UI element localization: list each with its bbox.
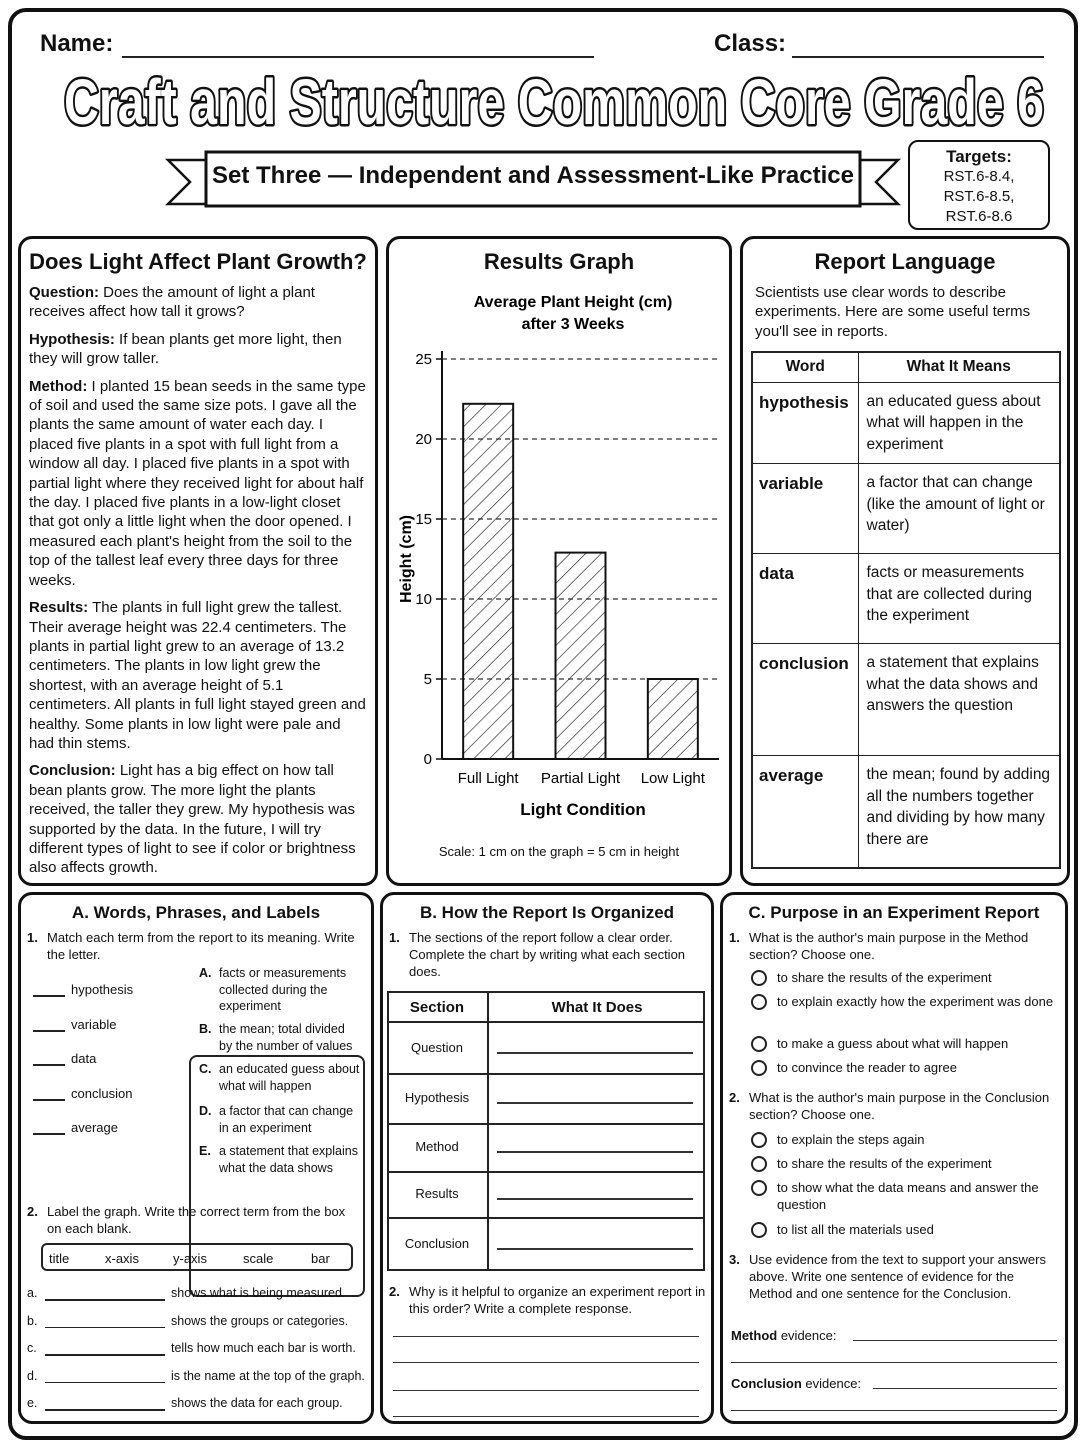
response-line-1[interactable] xyxy=(393,1323,699,1337)
organize-answer-line[interactable] xyxy=(497,1248,693,1250)
term-word: conclusion xyxy=(752,644,858,756)
blank-description: is the name at the top of the graph. xyxy=(171,1368,365,1383)
part-c-q2: 2. What is the author's main purpose in the Conclusion section? Choose one. xyxy=(729,1090,1050,1122)
organize-section-name: Results xyxy=(415,1186,459,1201)
target-2: RST.6-8.5, xyxy=(943,188,1015,205)
report-method: Method: I planted 15 bean seeds in the same type of soil and used the same size pots. I gave all the plants the same amount of water each day. I placed five plants in a spot with full light from a window all day. I placed five plants in a spot with partial light where they received light for about half the day. I placed five plants in a low-light closet that got only a little light when the door opened. I measured each plant's height from the soil to the top of the tallest leaf every three days for three weeks. xyxy=(29,377,366,589)
y-tick-label: 25 xyxy=(415,351,432,368)
terms-row xyxy=(752,464,1060,554)
scale-note: Scale: 1 cm on the graph = 5 cm in height xyxy=(438,844,680,859)
option-text: the mean; total divided by the number of values xyxy=(219,1022,353,1053)
choice-text: to make a guess about what will happen xyxy=(777,1036,1009,1051)
y-tick-label: 15 xyxy=(415,511,432,528)
term-word: hypothesis xyxy=(752,382,858,464)
x-category-label: Full Light xyxy=(457,770,519,787)
blank-description: shows the data for each group. xyxy=(171,1396,343,1410)
conclusion-evidence-line-2[interactable] xyxy=(731,1397,1057,1411)
word-bank-term: y-axis xyxy=(173,1251,207,1266)
target-3: RST.6-8.6 xyxy=(945,208,1013,225)
conclusion-evidence-line-1[interactable] xyxy=(873,1373,1057,1389)
option-letter: A. xyxy=(199,966,212,980)
answer-radio[interactable] xyxy=(751,994,767,1010)
term-word: average xyxy=(752,756,858,868)
organize-row-divider xyxy=(387,1217,705,1219)
choice-text: to list all the materials used xyxy=(777,1222,934,1237)
answer-radio[interactable] xyxy=(751,1036,767,1052)
terms-col-means: What It Means xyxy=(858,352,1060,382)
bar-full-light xyxy=(463,404,513,759)
organize-section-name: Conclusion xyxy=(404,1236,470,1251)
report-conclusion: Conclusion: Light has a big effect on how tall bean plants grow. The more light the plants received, the taller they grew. My hypothesis was supported by the data. In the future, I will try different types of light to see if color or brightness also affects growth. xyxy=(29,762,356,877)
report-results: Results: The plants in full light grew the tallest. Their average height was 22.4 centimeters. The plants in partial light grew to an average of 13.2 centimeters. The plants in low light grew the shortest, with an average height of 5.1 centimeters. All plants in full light stayed green and healthy. Some plants in low light were pale and had thin stems. xyxy=(29,599,366,752)
word-bank-term: bar xyxy=(311,1251,330,1266)
answer-radio[interactable] xyxy=(751,1222,767,1238)
match-term: average xyxy=(71,1120,118,1135)
answer-radio[interactable] xyxy=(751,1156,767,1172)
targets-label: Targets: xyxy=(946,147,1012,166)
blank-letter: a. xyxy=(27,1286,38,1300)
word-bank-term: title xyxy=(49,1251,70,1266)
part-c-title: C. Purpose in an Experiment Report xyxy=(748,903,1040,922)
organize-header-line xyxy=(387,1021,705,1023)
class-line[interactable] xyxy=(792,30,1044,58)
blank-description: shows the groups or categories. xyxy=(171,1313,349,1328)
organize-answer-line[interactable] xyxy=(497,1151,693,1153)
term-meaning: facts or measurements that are collected during the experiment xyxy=(858,554,1060,644)
y-axis-label: Height (cm) xyxy=(398,515,415,603)
option-letter: E. xyxy=(199,1144,211,1158)
part-c-q3: 3. Use evidence from the text to support your answers above. Write one sentence of evidence for the Method and one sentence for the Conclusion. xyxy=(729,1252,1046,1301)
part-a-q1: 1. Match each term from the report to its meaning. Write the letter. xyxy=(27,930,355,962)
match-blank[interactable] xyxy=(33,995,65,997)
terms-row xyxy=(752,382,1060,464)
match-blank[interactable] xyxy=(33,1030,65,1032)
report-question: Question: Does the amount of light a plant receives affect how tall it grows? xyxy=(29,284,315,321)
answer-radio[interactable] xyxy=(751,1180,767,1196)
y-tick-label: 5 xyxy=(423,671,432,688)
organize-table-divider xyxy=(487,991,489,1271)
language-intro: Scientists use clear words to describe experiments. Here are some useful terms you'll see in reports. xyxy=(755,284,1031,340)
word-bank-term: x-axis xyxy=(105,1251,139,1266)
report-title: Does Light Affect Plant Growth? xyxy=(29,249,367,274)
option-letter: D. xyxy=(199,1104,212,1118)
targets-box xyxy=(908,140,1050,230)
organize-row-divider xyxy=(387,1171,705,1173)
match-term: variable xyxy=(71,1016,117,1032)
match-term: data xyxy=(71,1051,97,1066)
part-a-panel xyxy=(18,892,374,1424)
method-evidence-label: Method evidence: xyxy=(731,1328,837,1343)
chart-title-line2: after 3 Weeks xyxy=(521,316,625,333)
part-c-q1: 1. What is the author's main purpose in the Method section? Choose one. xyxy=(729,930,1029,962)
x-category-label: Partial Light xyxy=(540,770,621,787)
y-tick-label: 0 xyxy=(423,751,432,768)
organize-section-name: Hypothesis xyxy=(404,1090,470,1105)
response-line-3[interactable] xyxy=(393,1377,699,1391)
graph-panel xyxy=(386,236,732,886)
terms-table xyxy=(751,351,1061,869)
bar-partial-light xyxy=(556,553,606,759)
choice-text: to share the results of the experiment xyxy=(777,1156,992,1171)
banner-text: Set Three — Independent and Assessment-Like Practice xyxy=(212,162,854,189)
class-label: Class: xyxy=(714,30,787,57)
organize-table xyxy=(387,991,705,1271)
match-term: conclusion xyxy=(71,1085,133,1101)
terms-row xyxy=(752,756,1060,868)
answer-blank[interactable] xyxy=(45,1299,165,1301)
part-a-title: A. Words, Phrases, and Labels xyxy=(71,903,321,922)
organize-row-divider xyxy=(387,1073,705,1075)
term-meaning: a factor that can change (like the amount of light or water) xyxy=(858,464,1060,554)
x-axis-label: Light Condition xyxy=(520,800,646,819)
organize-answer-line[interactable] xyxy=(497,1102,693,1104)
results-chart xyxy=(389,283,729,843)
answer-radio[interactable] xyxy=(751,1132,767,1148)
answer-blank[interactable] xyxy=(45,1327,165,1329)
organize-answer-line[interactable] xyxy=(497,1052,693,1054)
blank-description: shows what is being measured. xyxy=(171,1286,346,1300)
term-meaning: the mean; found by adding all the numbers together and dividing by how many there are xyxy=(858,756,1060,868)
term-meaning: a statement that explains what the data shows and answers the question xyxy=(858,644,1060,756)
terms-row xyxy=(752,554,1060,644)
method-evidence-line-1[interactable] xyxy=(853,1325,1057,1341)
term-meaning: an educated guess about what will happen in the experiment xyxy=(858,382,1060,464)
blank-letter: b. xyxy=(27,1313,38,1328)
blank-letter: e. xyxy=(27,1396,38,1410)
option-letter: B. xyxy=(199,1022,212,1036)
choice-text: to convince the reader to agree xyxy=(777,1060,957,1075)
part-a-q2: 2. Label the graph. Write the correct term from the box on each blank. xyxy=(27,1204,346,1236)
terms-row xyxy=(752,644,1060,756)
answer-blank[interactable] xyxy=(45,1409,165,1411)
language-title: Report Language xyxy=(814,249,996,274)
chart-title-line1: Average Plant Height (cm) xyxy=(473,294,673,311)
part-b-panel xyxy=(380,892,714,1424)
title-graphic xyxy=(40,62,1070,142)
x-category-label: Low Light xyxy=(640,770,705,787)
term-word: data xyxy=(752,554,858,644)
y-tick-label: 10 xyxy=(415,591,432,608)
match-blank[interactable] xyxy=(33,1133,65,1135)
response-line-4[interactable] xyxy=(393,1403,699,1417)
graph-panel-title: Results Graph xyxy=(483,249,635,274)
answer-blank[interactable] xyxy=(45,1354,165,1356)
option-text: an educated guess about what will happen xyxy=(219,1062,360,1093)
word-bank-term: scale xyxy=(243,1251,274,1266)
organize-row-divider xyxy=(387,1123,705,1125)
answer-blank[interactable] xyxy=(45,1382,165,1384)
choice-text: to show what the data means and answer the question xyxy=(777,1180,1039,1212)
language-panel xyxy=(740,236,1070,886)
choice-text: to explain exactly how the experiment was done xyxy=(777,994,1054,1009)
choice-text: to share the results of the experiment xyxy=(777,970,992,985)
organize-col-does: What It Does xyxy=(551,999,643,1016)
organize-col-section: Section xyxy=(409,999,465,1016)
report-hypothesis: Hypothesis: If bean plants get more light, then they will grow taller. xyxy=(29,330,342,368)
part-b-q1: 1. The sections of the report follow a clear order. Complete the chart by writing what each section does. xyxy=(389,930,686,979)
report-panel xyxy=(18,236,378,886)
choice-text: to explain the steps again xyxy=(777,1132,925,1147)
organize-section-name: Question xyxy=(410,1040,464,1055)
blank-description: tells how much each bar is worth. xyxy=(171,1341,356,1355)
match-blank[interactable] xyxy=(33,1099,65,1101)
part-b-q2: 2. Why is it helpful to organize an experiment report in this order? Write a complete response. xyxy=(389,1284,706,1316)
part-b-title: B. How the Report Is Organized xyxy=(419,903,675,922)
terms-col-word: Word xyxy=(752,352,858,382)
response-line-2[interactable] xyxy=(393,1349,699,1363)
name-line[interactable] xyxy=(122,30,594,58)
worksheet-title: Craft and Structure Common Core Grade 6 xyxy=(64,66,1044,138)
method-evidence-line-2[interactable] xyxy=(731,1349,1057,1363)
option-letter: C. xyxy=(199,1062,212,1076)
part-c-panel xyxy=(720,892,1068,1424)
report-body xyxy=(29,283,367,878)
y-tick-label: 20 xyxy=(415,431,432,448)
name-label: Name: xyxy=(40,30,114,57)
conclusion-evidence-label: Conclusion evidence: xyxy=(731,1376,862,1391)
answer-radio[interactable] xyxy=(751,1060,767,1076)
bar-low-light xyxy=(648,679,698,759)
option-text: a factor that can change in an experiment xyxy=(219,1104,354,1135)
option-text: facts or measurements collected during the experiment xyxy=(219,966,347,1013)
match-blank[interactable] xyxy=(33,1064,65,1066)
blank-letter: c. xyxy=(27,1341,37,1355)
blank-letter: d. xyxy=(27,1368,38,1383)
match-term: hypothesis xyxy=(71,982,134,997)
organize-section-name: Method xyxy=(415,1139,459,1154)
target-1: RST.6-8.4, xyxy=(943,168,1015,185)
term-word: variable xyxy=(752,464,858,554)
option-text: a statement that explains what the data shows xyxy=(219,1144,358,1175)
organize-answer-line[interactable] xyxy=(497,1198,693,1200)
answer-radio[interactable] xyxy=(751,970,767,986)
